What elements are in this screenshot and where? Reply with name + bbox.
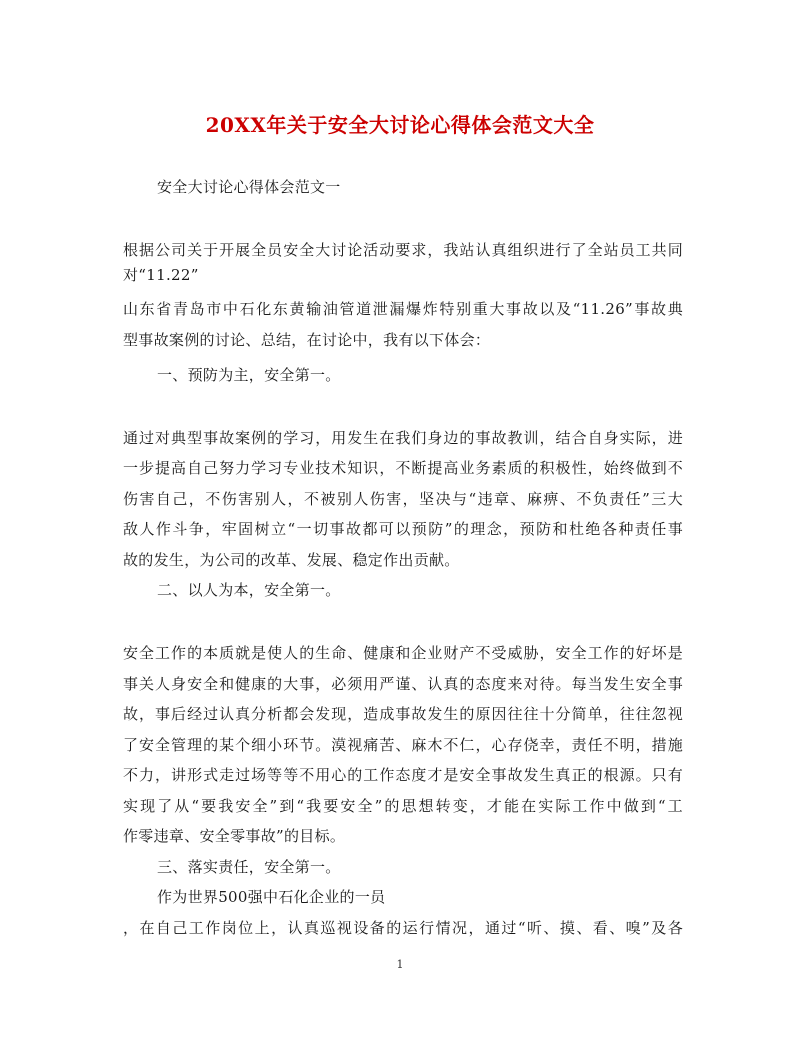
text-line: ，在自己工作岗位上，认真巡视设备的运行情况，通过“听、摸、看、嗅”及各 <box>123 919 683 937</box>
text-line: 对“11.22” <box>123 266 199 284</box>
text-line: 通过对典型事故案例的学习，用发生在我们身边的事故教训，结合自身实际，进 <box>123 429 683 447</box>
text-line: 根据公司关于开展全员安全大讨论活动要求，我站认真组织进行了全站员工共同 <box>123 241 683 259</box>
text-line: 故，事后经过认真分析都会发现，造成事故发生的原因往往十分简单，往往忽视 <box>123 705 683 723</box>
text-line: 安全工作的本质就是使人的生命、健康和企业财产不受威胁，安全工作的好坏是 <box>123 644 683 662</box>
text-line: 不力，讲形式走过场等等不用心的工作态度才是安全事故发生真正的根源。只有 <box>123 766 683 784</box>
document-title: 20XX年关于安全大讨论心得体会范文大全 <box>205 113 595 137</box>
text-line: 敌人作斗争，牢固树立“一切事故都可以预防”的理念，预防和杜绝各种责任事 <box>123 520 683 538</box>
section-heading: 安全大讨论心得体会范文一 <box>157 178 341 196</box>
text-line: 型事故案例的讨论、总结，在讨论中，我有以下体会： <box>123 331 491 349</box>
text-line: 实现了从“要我安全”到“我要安全”的思想转变，才能在实际工作中做到“工 <box>123 797 683 815</box>
text-line: 作零违章、安全零事故”的目标。 <box>123 827 346 845</box>
text-line: 了安全管理的某个细小环节。漠视痛苦、麻木不仁，心存侥幸，责任不明，措施 <box>123 736 683 754</box>
text-line: 故的发生，为公司的改革、发展、稳定作出贡献。 <box>123 551 460 569</box>
subheading: 三、落实责任，安全第一。 <box>157 858 341 876</box>
text-line: 事关人身安全和健康的大事，必须用严谨、认真的态度来对待。每当发生安全事 <box>123 675 683 693</box>
text-line: 一步提高自己努力学习专业技术知识，不断提高业务素质的积极性，始终做到不 <box>123 459 683 477</box>
text-line: 山东省青岛市中石化东黄输油管道泄漏爆炸特别重大事故以及“11.26”事故典 <box>123 300 683 318</box>
page-number: 1 <box>396 958 404 971</box>
text-line: 作为世界500强中石化企业的一员 <box>157 888 386 906</box>
text-line: 伤害自己，不伤害别人，不被别人伤害，坚决与“违章、麻痹、不负责任”三大 <box>123 490 683 508</box>
subheading: 二、以人为本，安全第一。 <box>157 581 341 599</box>
subheading: 一、预防为主，安全第一。 <box>157 366 341 384</box>
